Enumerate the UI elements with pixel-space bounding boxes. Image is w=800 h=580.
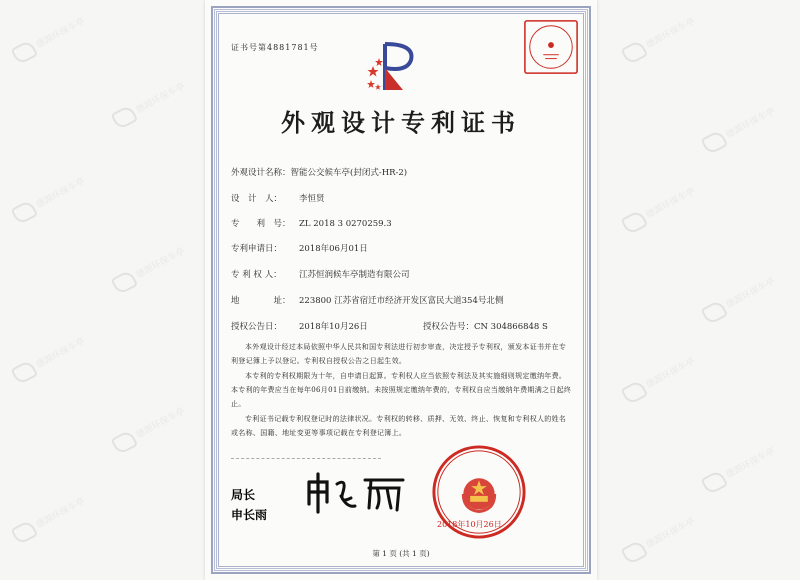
director-name: 申长雨 — [231, 508, 268, 522]
patentee-label: 专 利 权 人： — [231, 270, 282, 280]
grant-date-value: 2018年10月26日 — [299, 322, 368, 332]
filing-date-label: 专利申请日： — [231, 244, 283, 254]
designer-label: 设 计 人： — [231, 194, 283, 204]
seal-date: 2018年10月26日 — [437, 520, 502, 529]
watermark: 德源环保车亭 — [620, 183, 698, 236]
designer-row — [231, 192, 325, 204]
watermark: 德源环保车亭 — [700, 273, 778, 326]
watermark: 德源环保车亭 — [110, 243, 188, 296]
patent-number-row — [231, 217, 392, 229]
grant-number-value: CN 304866848 S — [474, 322, 548, 332]
director-title: 局长 — [231, 488, 256, 502]
grant-date-row — [231, 320, 368, 332]
design-name-label: 外观设计名称： — [231, 168, 291, 178]
watermark: 德源环保车亭 — [110, 78, 188, 131]
watermark: 德源环保车亭 — [10, 173, 88, 226]
watermark: 德源环保车亭 — [10, 333, 88, 386]
paragraph-status: 专利证书记载专利权登记时的法律状况。专利权的转移、质押、无效、终止、恢复和专利权人的姓名或名称、国籍、地址变更等事项记载在专利登记簿上。 — [231, 415, 567, 437]
filing-date-row — [231, 242, 368, 254]
paragraph-grant: 本外观设计经过本局依照中华人民共和国专利法进行初步审查，决定授予专利权，颁发本证书并在专利登记簿上予以登记。专利权自授权公告之日起生效。 — [231, 343, 567, 365]
handwritten-signature — [303, 468, 413, 518]
patent-certificate — [205, 0, 597, 580]
grant-number-label: 授权公告号： — [423, 322, 475, 332]
watermark: 德源环保车亭 — [10, 13, 88, 66]
designer-value: 李恒贤 — [299, 194, 325, 204]
patent-number-value: ZL 2018 3 0270259.3 — [299, 219, 392, 229]
paragraph-term: 本专利的专利权期限为十年，自申请日起算。专利权人应当依照专利法及其实施细则规定缴纳年费。本专利的年费应当在每年06月01日前缴纳。未按照规定缴纳年费的，专利权自应当缴纳年费期满之日起终止。 — [231, 372, 572, 408]
patentee-row — [231, 268, 410, 280]
watermark: 德源环保车亭 — [10, 493, 88, 546]
watermark: 德源环保车亭 — [620, 353, 698, 406]
address-label: 地 址： — [231, 296, 291, 306]
design-name-value: 智能公交候车亭(封闭式-HR-2) — [290, 168, 408, 178]
watermark: 德源环保车亭 — [700, 443, 778, 496]
address-value: 223800 江苏省宿迁市经济开发区富民大道354号北侧 — [299, 296, 504, 306]
certificate-title: 外观设计专利证书 — [281, 108, 521, 137]
watermark: 德源环保车亭 — [110, 403, 188, 456]
patent-office-logo-icon — [365, 38, 427, 96]
patent-number-label: 专 利 号： — [231, 219, 291, 229]
patentee-value: 江苏恒润候车亭制造有限公司 — [299, 270, 410, 280]
design-name-row — [231, 166, 407, 178]
agency-seal-icon — [522, 18, 580, 76]
watermark: 德源环保车亭 — [700, 103, 778, 156]
watermark: 德源环保车亭 — [620, 513, 698, 566]
divider — [231, 458, 381, 459]
filing-date-value: 2018年06月01日 — [299, 244, 368, 254]
grant-number-row — [423, 320, 548, 332]
address-row — [231, 294, 503, 306]
watermark: 德源环保车亭 — [620, 13, 698, 66]
grant-date-label: 授权公告日： — [231, 322, 283, 332]
page-footer: 第 1 页 (共 1 页) — [372, 549, 430, 558]
certificate-number: 证书号第4881781号 — [231, 43, 319, 52]
